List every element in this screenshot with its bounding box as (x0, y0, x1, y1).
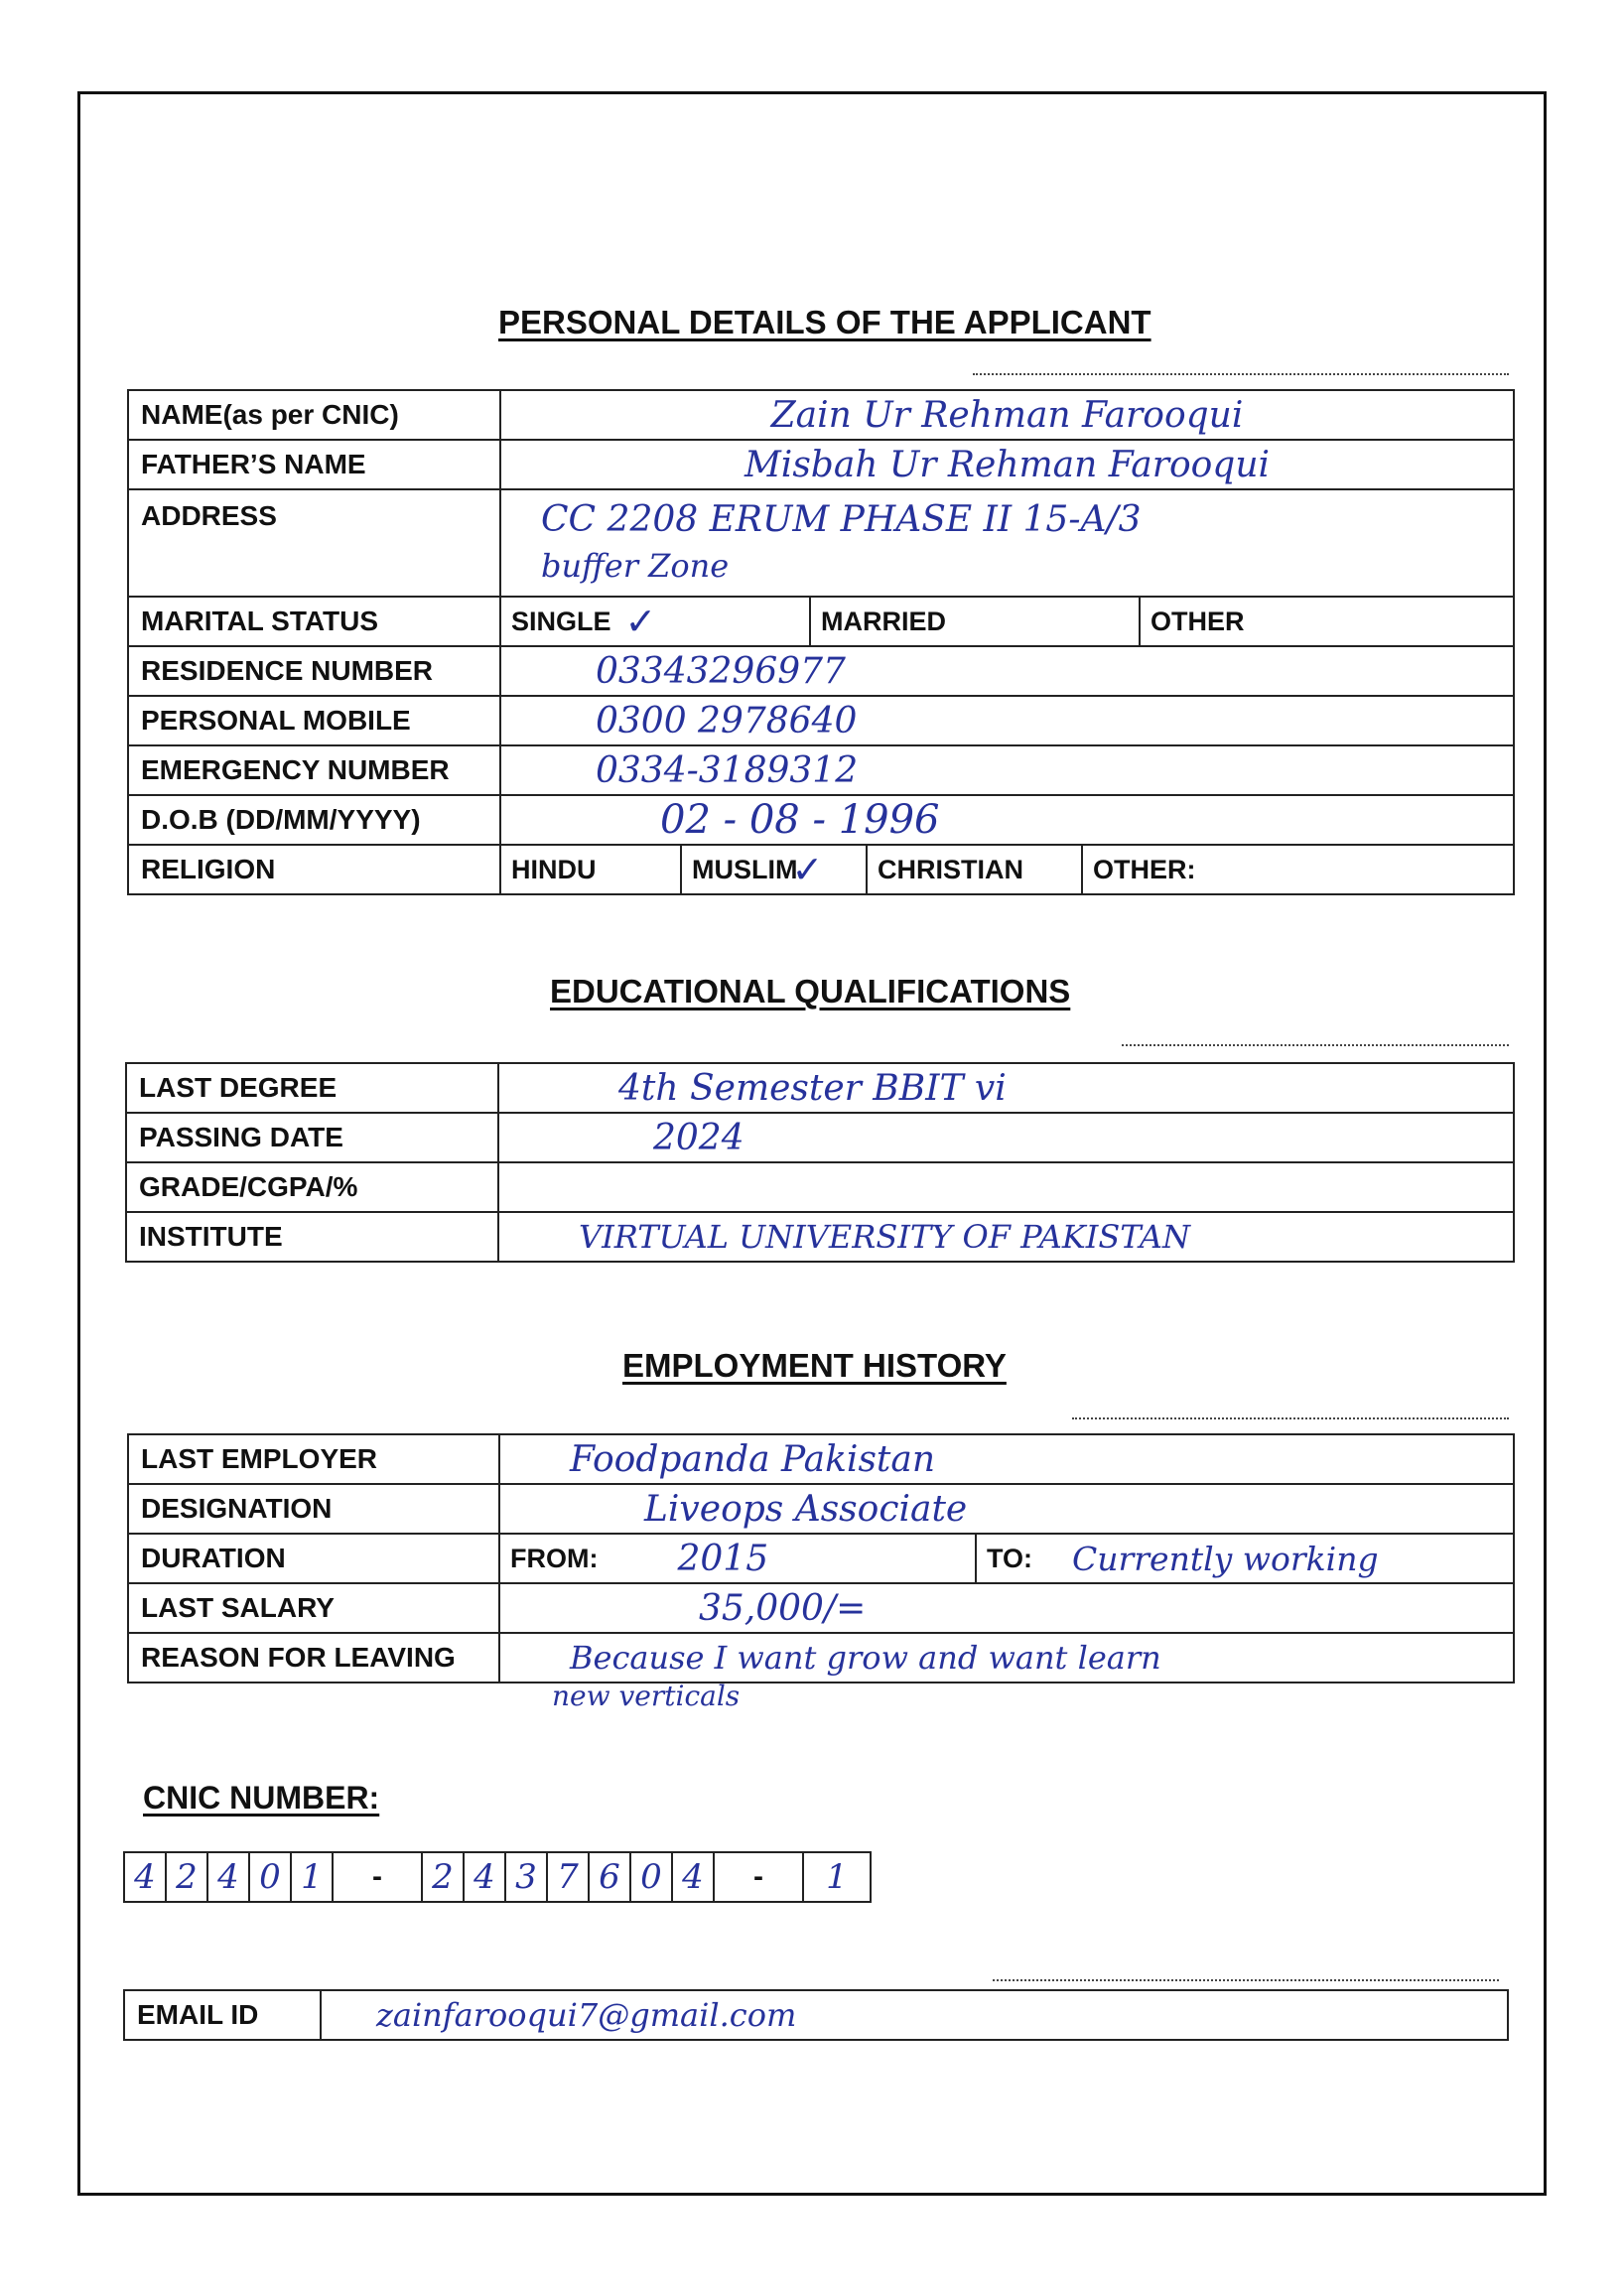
institute-row (126, 1212, 1514, 1262)
dob-row (128, 795, 1514, 845)
last-salary-row (128, 1583, 1514, 1633)
last-employer-row (128, 1434, 1514, 1484)
marital-status-label: MARITAL STATUS (128, 597, 500, 646)
grade-value[interactable] (498, 1162, 1514, 1212)
institute-value[interactable]: VIRTUAL UNIVERSITY OF PAKISTAN (498, 1212, 1514, 1262)
cnic-digit[interactable]: 4 (465, 1853, 506, 1901)
from-label: FROM: (510, 1543, 599, 1573)
dotted-line (1072, 1417, 1509, 1419)
religion-christian-option[interactable] (868, 846, 1083, 893)
emergency-number-label: EMERGENCY NUMBER (128, 745, 500, 795)
father-name-value[interactable]: Misbah Ur Rehman Farooqui (500, 440, 1514, 489)
religion-label: RELIGION (128, 845, 500, 894)
last-employer-label: LAST EMPLOYER (128, 1434, 499, 1484)
dotted-line (973, 373, 1509, 375)
passing-date-value[interactable]: 2024 (498, 1113, 1514, 1162)
personal-details-heading: PERSONAL DETAILS OF THE APPLICANT (498, 304, 1151, 340)
religion-muslim-option[interactable] (682, 846, 868, 893)
last-degree-row (126, 1063, 1514, 1113)
marital-other-option[interactable] (1141, 598, 1513, 645)
address-line-2: buffer Zone (541, 547, 730, 585)
education-heading: EDUCATIONAL QUALIFICATIONS (550, 973, 1071, 1010)
religion-hindu-option[interactable] (501, 846, 682, 893)
last-salary-value[interactable]: 35,000/= (499, 1583, 1514, 1633)
address-row (128, 489, 1514, 597)
cnic-digit[interactable]: 4 (125, 1853, 167, 1901)
from-value: 2015 (677, 1538, 769, 1579)
employment-table (127, 1433, 1515, 1683)
reason-line-2: new verticals (552, 1680, 741, 1712)
name-label: NAME(as per CNIC) (128, 390, 500, 440)
email-row (124, 1990, 1508, 2040)
reason-for-leaving-value[interactable] (499, 1633, 1514, 1683)
email-value[interactable]: zainfarooqui7@gmail.com (321, 1990, 1508, 2040)
religion-row (128, 845, 1514, 894)
employment-heading: EMPLOYMENT HISTORY (622, 1347, 1007, 1384)
marital-single-option[interactable] (501, 598, 811, 645)
emergency-number-row (128, 745, 1514, 795)
cnic-dash: - (334, 1853, 423, 1901)
designation-row (128, 1484, 1514, 1534)
dotted-line (1122, 1044, 1509, 1046)
single-checkmark-icon: ✓ (624, 600, 657, 643)
cnic-digit[interactable]: 0 (250, 1853, 292, 1901)
last-employer-value[interactable]: Foodpanda Pakistan (499, 1434, 1514, 1484)
to-label: TO: (987, 1543, 1032, 1573)
religion-other-label: OTHER: (1093, 854, 1196, 884)
residence-number-value[interactable]: 03343296977 (500, 646, 1514, 696)
cnic-digit[interactable]: 6 (590, 1853, 631, 1901)
dob-label: D.O.B (DD/MM/YYYY) (128, 795, 500, 845)
emergency-number-value[interactable]: 0334-3189312 (500, 745, 1514, 795)
cnic-digit[interactable]: 2 (167, 1853, 208, 1901)
other-label: OTHER (1150, 606, 1245, 636)
father-name-row (128, 440, 1514, 489)
reason-for-leaving-row (128, 1633, 1514, 1683)
personal-mobile-value[interactable]: 0300 2978640 (500, 696, 1514, 745)
cnic-digit[interactable]: 0 (631, 1853, 673, 1901)
duration-fields (499, 1534, 1514, 1583)
cnic-number-boxes[interactable] (123, 1851, 872, 1903)
muslim-label: MUSLIM (692, 854, 798, 884)
grade-label: GRADE/CGPA/% (126, 1162, 498, 1212)
religion-other-option[interactable] (1083, 846, 1513, 893)
reason-line-1: Because I want grow and want learn (570, 1639, 1161, 1677)
father-name-label: FATHER’S NAME (128, 440, 500, 489)
designation-value[interactable]: Liveops Associate (499, 1484, 1514, 1534)
duration-to-field[interactable] (977, 1535, 1513, 1582)
residence-number-label: RESIDENCE NUMBER (128, 646, 500, 696)
name-value[interactable]: Zain Ur Rehman Farooqui (500, 390, 1514, 440)
cnic-digit[interactable]: 4 (673, 1853, 715, 1901)
address-value[interactable] (500, 489, 1514, 597)
to-value: Currently working (1072, 1539, 1379, 1578)
personal-details-table (127, 389, 1515, 895)
personal-mobile-row (128, 696, 1514, 745)
cnic-digit[interactable]: 1 (292, 1853, 334, 1901)
cnic-digit[interactable]: 7 (548, 1853, 590, 1901)
christian-label: CHRISTIAN (878, 854, 1023, 884)
religion-options (500, 845, 1514, 894)
email-label: EMAIL ID (124, 1990, 321, 2040)
reason-for-leaving-label: REASON FOR LEAVING (128, 1633, 499, 1683)
married-label: MARRIED (821, 606, 946, 636)
cnic-digit[interactable]: 3 (506, 1853, 548, 1901)
cnic-digit[interactable]: 1 (826, 1857, 848, 1897)
cnic-digit[interactable]: 4 (208, 1853, 250, 1901)
marital-status-options (500, 597, 1514, 646)
dob-value[interactable]: 02 - 08 - 1996 (500, 795, 1514, 845)
passing-date-row (126, 1113, 1514, 1162)
dotted-line (993, 1979, 1499, 1981)
muslim-checkmark-icon: ✓ (791, 848, 824, 891)
marital-status-row (128, 597, 1514, 646)
personal-mobile-label: PERSONAL MOBILE (128, 696, 500, 745)
hindu-label: HINDU (511, 854, 597, 884)
cnic-heading: CNIC NUMBER: (143, 1780, 380, 1816)
education-table (125, 1062, 1515, 1263)
duration-from-field[interactable] (500, 1535, 977, 1582)
last-degree-label: LAST DEGREE (126, 1063, 498, 1113)
passing-date-label: PASSING DATE (126, 1113, 498, 1162)
single-label: SINGLE (511, 606, 611, 636)
address-line-1: CC 2208 ERUM PHASE II 15-A/3 (541, 499, 1142, 540)
last-salary-label: LAST SALARY (128, 1583, 499, 1633)
cnic-digit[interactable]: 2 (423, 1853, 465, 1901)
email-table (123, 1989, 1509, 2041)
marital-married-option[interactable] (811, 598, 1141, 645)
designation-label: DESIGNATION (128, 1484, 499, 1534)
grade-row (126, 1162, 1514, 1212)
residence-number-row (128, 646, 1514, 696)
cnic-dash: - (715, 1853, 804, 1901)
name-row (128, 390, 1514, 440)
last-degree-value[interactable]: 4th Semester BBIT vi (498, 1063, 1514, 1113)
address-label: ADDRESS (128, 489, 500, 597)
institute-label: INSTITUTE (126, 1212, 498, 1262)
duration-row (128, 1534, 1514, 1583)
duration-label: DURATION (128, 1534, 499, 1583)
